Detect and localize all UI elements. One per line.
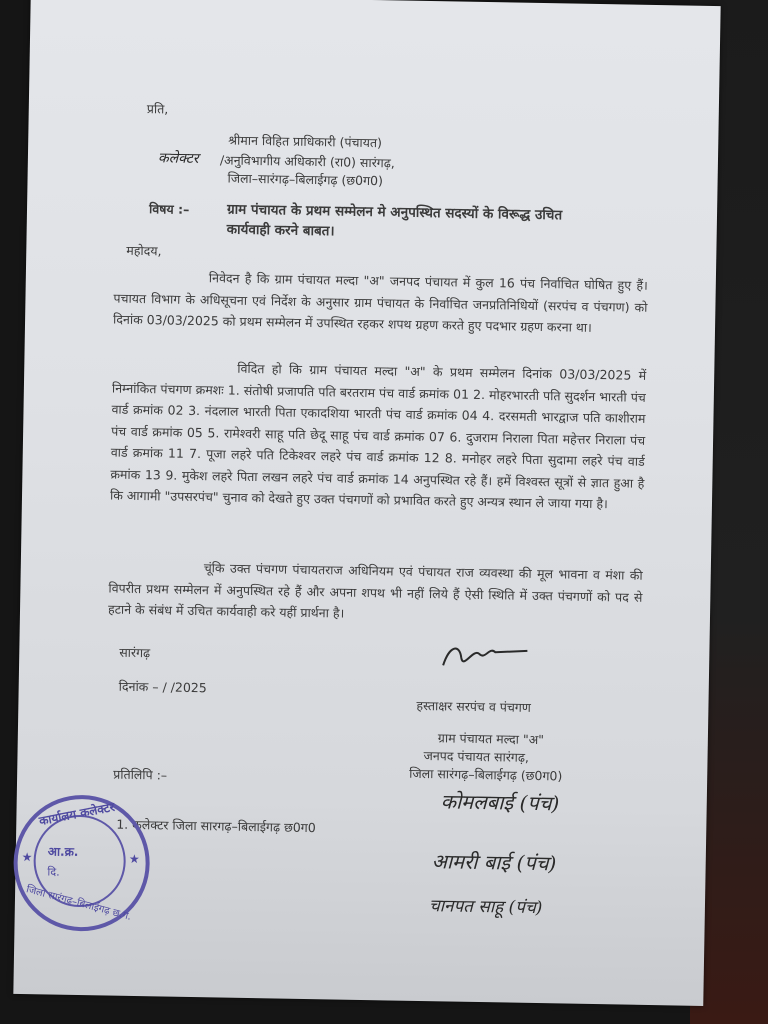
office-stamp	[12, 794, 150, 932]
recipient-line-1: श्रीमान विहित प्राधिकारी (पंचायत)	[228, 132, 383, 151]
stamp-star-icon: ★	[21, 850, 33, 865]
stamp-middle-text: आ.क्र.	[47, 844, 79, 860]
paragraph-3: चूंकि उक्त पंचगण पंचायतराज अधिनियम एवं पंचायत राज व्यवस्था की मूल भावना व मंशा की विपरीत प्रथम सम्मेलन में अनुपस्थित रहे हैं और अपना शपथ भी नहीं लिये हैं ऐसी स्थिति में उक्त पंचगणों को पद से हटाने के संबंध में उचित कार्यवाही करे यहीं प्रार्थना है।	[107, 560, 643, 621]
recipient-line-2: /अनुविभागीय अधिकारी (रा0) सारंगढ़,	[219, 152, 395, 171]
copy-item-1: 1. कलेक्टर जिला सारगढ़–बिलाईगढ़ छ0ग0	[116, 816, 316, 836]
stamp-top-text: कार्यालय कलेक्टर	[37, 799, 116, 829]
place: सारंगढ़	[119, 644, 151, 661]
date: दिनांक – / /2025	[118, 678, 207, 696]
copy-label: प्रतिलिपि :–	[113, 766, 168, 783]
stamp-dotted-text: दि.	[47, 865, 60, 879]
signature-chanpat-sahu: चानपत साहू (पंच)	[428, 896, 543, 919]
subject-line-1: ग्राम पंचायत के प्रथम सम्मेलन मे अनुपस्थित सदस्यों के विरूद्ध उचित	[226, 201, 563, 224]
sarpanch-signature	[439, 639, 530, 681]
to-label: प्रति,	[146, 101, 169, 117]
sender-line-3: जिला सारंगढ़–बिलाईगढ़ (छ0ग0)	[409, 765, 563, 784]
subject-label: विषय :–	[148, 201, 190, 217]
sender-line-1: ग्राम पंचायत मल्दा "अ"	[437, 730, 545, 748]
paragraph-1: निवेदन है कि ग्राम पंचायत मल्दा "अ" जनपद पंचायत में कुल 16 पंच निर्वाचित घोषित हुए हैं। पचायत विभाग के अधिसूचना एवं निर्देश के अनुसार ग्राम पंचायत के निर्वाचित जनप्रतिनिधियों (सरपंच व पंचगण) को दिनांक 03/03/2025 को प्रथम सम्मेलन में उपस्थित रहकर शपथ ग्रहण करते हुए पदभार ग्रहण करना था।	[112, 270, 648, 335]
letter-page	[13, 0, 720, 1006]
paragraph-2: विदित हो कि ग्राम पंचायत मल्दा "अ" के प्रथम सम्मेलन दिनांक 03/03/2025 में निम्नांकित पंचगण क्रमशः 1. संतोषी प्रजापति पति बरतराम पंच वार्ड क्रमांक 01 2. मोहरभारती पति सुदर्शन भारती पंच वार्ड क्रमांक 02 3. नंदलाल भारती पिता एकादशिया भारती पंच वार्ड क्रमांक 04 4. दरसमती भारद्वाज पति काशीराम पंच वार्ड क्रमांक 05 5. रामेश्वरी साहू पति छेदू साहू पंच वार्ड क्रमांक 07 6. दुजराम निराला पिता महेत्तर निराला पंच वार्ड क्रमांक 11 7. पूजा लहरे पति टिकेश्वर लहरे पंच वार्ड क्रमांक 12 8. मनोहर लहरे पिता सुदामा लहरे पंच वार्ड क्रमांक 13 9. मुकेश लहरे पिता लखन लहरे पंच वार्ड क्रमांक 14 अनुपस्थित रहे हैं। हमें विश्वस्त सूत्रों से ज्ञात हुआ है कि आगामी "उपसरपंच" चुनाव को देखते हुए उक्त पंचगणों को प्रभावित करते हुए अन्यत्र स्थान ले जाया गया है।	[109, 360, 647, 512]
stamp-bottom-text: जिला सारंगढ़–बिलाईगढ़ छ.ग.	[24, 884, 133, 923]
recipient-line-3: जिला–सारंगढ़–बिलाईगढ़ (छ0ग0)	[227, 170, 384, 189]
salutation: महोदय,	[126, 242, 162, 259]
signature-amari-bai: आमरी बाई (पंच)	[431, 849, 557, 876]
subject-line-2: कार्यवाही करने बाबत।	[226, 221, 335, 240]
stamp-star-icon: ★	[128, 851, 140, 867]
signature-label: हस्ताक्षर सरपंच व पंचगण	[416, 697, 532, 715]
sender-line-2: जनपद पंचायत सारंगढ़,	[423, 748, 530, 765]
recipient-handwritten: कलेक्टर	[157, 150, 199, 168]
signature-koamalbai: कोमलबाई (पंच)	[440, 789, 560, 816]
